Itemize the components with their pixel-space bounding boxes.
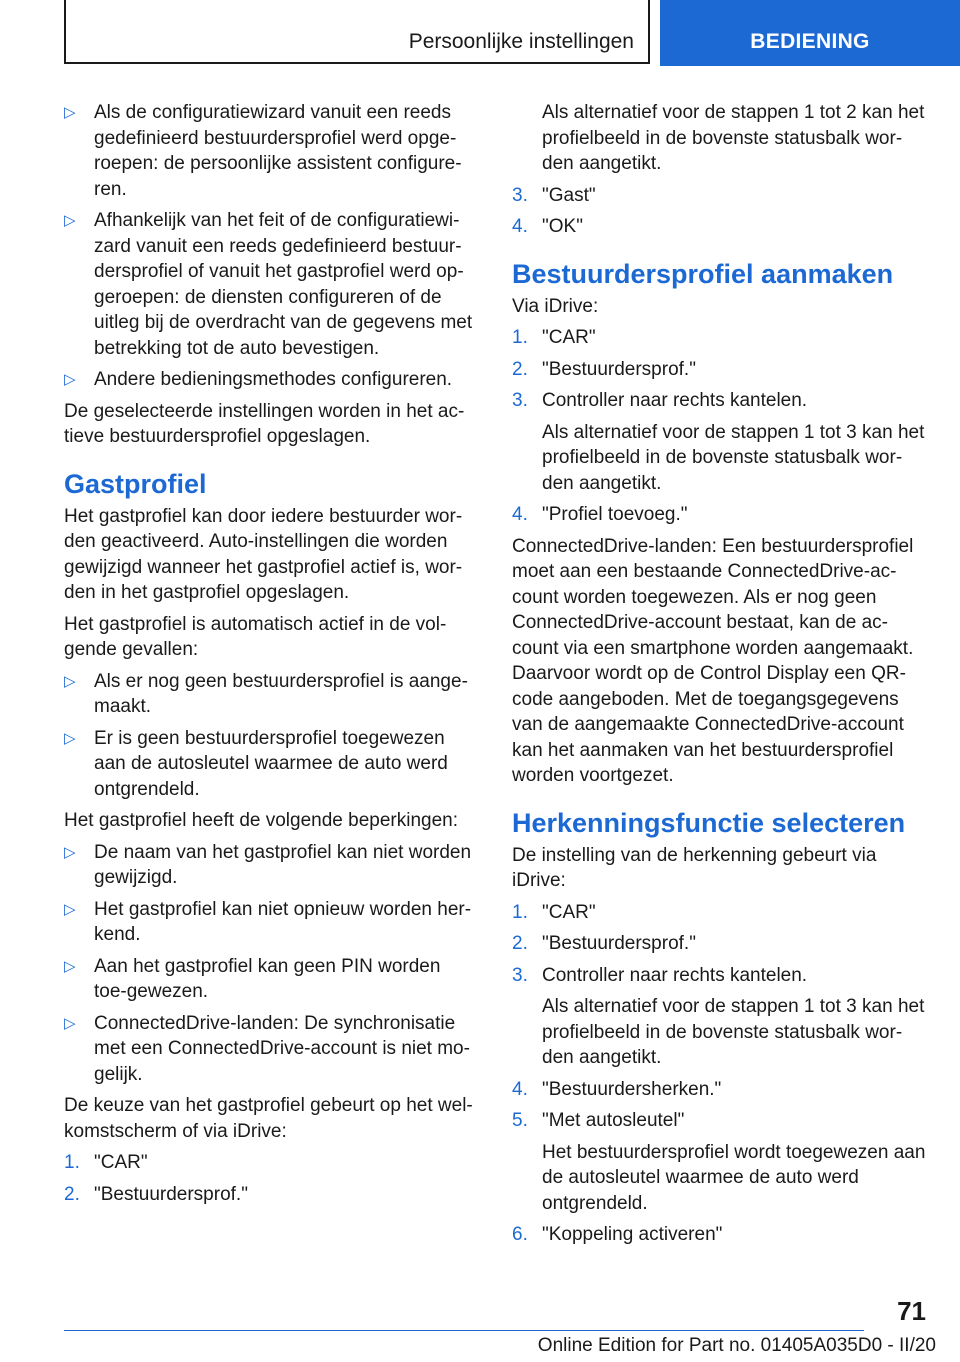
step-number: 3. [512, 184, 528, 206]
list-item: 3. Controller naar rechts kantelen. Als alternatief voor de stappen 1 tot 3 kan het profielbeeld in de bovenste statusbalk wor-den aangetikt. [512, 388, 926, 496]
chapter-tab: BEDIENING [660, 0, 960, 66]
edition-line: Online Edition for Part no. 01405A035D0 - II/20 [537, 1335, 936, 1356]
triangle-bullet-icon: ▷ [64, 1014, 76, 1032]
config-bullet-list [64, 100, 478, 393]
create-steps-list [512, 325, 926, 528]
step-number: 1. [512, 901, 528, 923]
list-item: ▷ Er is geen bestuurdersprofiel toegewezen aan de autosleutel waarmee de auto werd ontgrendeld. [64, 727, 448, 800]
triangle-bullet-icon: ▷ [64, 212, 76, 229]
list-item: 2. "Bestuurdersprof." [64, 1182, 478, 1208]
triangle-bullet-icon: ▷ [64, 104, 76, 121]
heading-gastprofiel: Gastprofiel [64, 468, 207, 499]
step-number: 3. [512, 390, 528, 411]
guest-steps-list [64, 1150, 478, 1207]
step-number: 3. [512, 964, 528, 986]
step-number: 2. [512, 933, 528, 954]
triangle-bullet-icon: ▷ [64, 843, 76, 861]
step-number: 4. [512, 1078, 528, 1100]
list-item: ▷ Andere bedieningsmethodes configureren. [64, 367, 478, 393]
list-item: ▷ Afhankelijk van het feit of de configuratiewi-zard vanuit een reeds gedefinieerd bestuur-dersprofiel of vanuit het gastprofiel werd op-geroepen: de diensten configureren of de uitleg bij de overdracht van de gegevens met betrekking tot de auto bevestigen. [64, 210, 473, 359]
triangle-bullet-icon: ▷ [64, 729, 76, 747]
list-item: 6. "Koppeling activeren" [512, 1222, 926, 1248]
heading-bestuurdersprofiel-aanmaken: Bestuurdersprofiel aanmaken [512, 258, 894, 289]
paragraph: ConnectedDrive-landen: Een bestuurdersprofiel moet aan een bestaande ConnectedDrive-ac-count worden toegewezen. Als er nog geen ConnectedDrive-account bestaat, kan de ac-count via een smartphone worden aangemaakt. Daarvoor wordt op de Control Display een QR-code aangeboden. Met de toegangsgegevens van de aangemaakte ConnectedDrive-account kan het aanmaken van het bestuurdersprofiel worden voortgezet. [512, 535, 914, 786]
paragraph: De instelling van de herkenning gebeurt via iDrive: [512, 844, 877, 891]
auto-active-bullet-list [64, 669, 478, 803]
step-number: 2. [512, 358, 528, 380]
list-item: ▷ ConnectedDrive-landen: De synchronisatie met een ConnectedDrive-account is niet mo-gelijk. [64, 1012, 470, 1085]
heading-herkenningsfunctie: Herkenningsfunctie selecteren [512, 807, 906, 838]
paragraph: De keuze van het gastprofiel gebeurt op het wel-komstscherm of via iDrive: [64, 1095, 473, 1142]
limits-bullet-list [64, 840, 478, 1088]
section-title: Persoonlijke instellingen [408, 30, 634, 53]
list-item: 2. "Bestuurdersprof." [512, 357, 926, 383]
list-item: 2. "Bestuurdersprof." [512, 931, 926, 957]
page-number: 71 [897, 1296, 926, 1326]
list-item: 1. "CAR" [64, 1150, 478, 1176]
step-number: 1. [512, 327, 528, 348]
step-number: 5. [512, 1110, 528, 1131]
step-note: Als alternatief voor de stappen 1 tot 3 kan het profielbeeld in de bovenste statusbalk wor-den aangetikt. [542, 421, 925, 494]
triangle-bullet-icon: ▷ [64, 900, 76, 918]
list-item: ▷ Als de configuratiewizard vanuit een reeds gedefinieerd bestuurdersprofiel werd opge-roepen: de persoonlijke assistent configure-ren. [64, 102, 462, 200]
paragraph: Het gastprofiel is automatisch actief in de vol-gende gevallen: [64, 613, 447, 660]
page-header [0, 0, 960, 66]
paragraph: De geselecteerde instellingen worden in het ac-tieve bestuurdersprofiel opgeslagen. [64, 400, 465, 447]
triangle-bullet-icon: ▷ [64, 957, 76, 975]
list-item: ▷ Als er nog geen bestuurdersprofiel is aange-maakt. [64, 670, 468, 717]
triangle-bullet-icon: ▷ [64, 672, 76, 690]
triangle-bullet-icon: ▷ [64, 371, 76, 388]
right-column [512, 100, 926, 1254]
list-item: ▷ Het gastprofiel kan niet opnieuw worden her-kend. [64, 898, 472, 945]
footer-divider [64, 1330, 864, 1331]
guest-steps-continued-list [512, 183, 926, 240]
step-note: Als alternatief voor de stappen 1 tot 3 kan het profielbeeld in de bovenste statusbalk wor-den aangetikt. [542, 996, 925, 1068]
left-column [64, 100, 478, 1213]
list-item: 1. "CAR" [512, 900, 926, 926]
list-item: 3. Controller naar rechts kantelen. Als alternatief voor de stappen 1 tot 3 kan het profielbeeld in de bovenste statusbalk wor-den aangetikt. [512, 963, 926, 1071]
step-note: Het bestuurdersprofiel wordt toegewezen aan de autosleutel waarmee de auto werd ontgrendeld. [542, 1141, 926, 1214]
list-item: 5. "Met autosleutel" Het bestuurdersprofiel wordt toegewezen aan de autosleutel waarmee de auto werd ontgrendeld. [512, 1108, 926, 1216]
step-number: 4. [512, 504, 528, 525]
recog-steps-list [512, 900, 926, 1248]
list-item: 3. "Gast" [512, 183, 926, 209]
list-item: 1. "CAR" [512, 325, 926, 351]
paragraph: Het gastprofiel heeft de volgende beperkingen: [64, 810, 458, 831]
step-number: 1. [64, 1152, 80, 1173]
paragraph: Via iDrive: [512, 295, 599, 317]
step-continuation: Als alternatief voor de stappen 1 tot 2 kan het profielbeeld in de bovenste statusbalk wor-den aangetikt. [542, 102, 925, 174]
step-number: 2. [64, 1183, 80, 1205]
list-item: 4. "Bestuurdersherken." [512, 1077, 926, 1103]
list-item: 4. "OK" [512, 214, 926, 240]
list-item: ▷ De naam van het gastprofiel kan niet worden gewijzigd. [64, 841, 472, 888]
list-item: 4. "Profiel toevoeg." [512, 502, 926, 528]
step-number: 6. [512, 1224, 528, 1245]
step-number: 4. [512, 216, 528, 237]
paragraph: Het gastprofiel kan door iedere bestuurder wor-den geactiveerd. Auto-instellingen die worden gewijzigd wanneer het gastprofiel actief is, wor-den in het gastprofiel opgeslagen. [64, 505, 463, 603]
list-item: ▷ Aan het gastprofiel kan geen PIN worden toe-gewezen. [64, 955, 441, 1002]
